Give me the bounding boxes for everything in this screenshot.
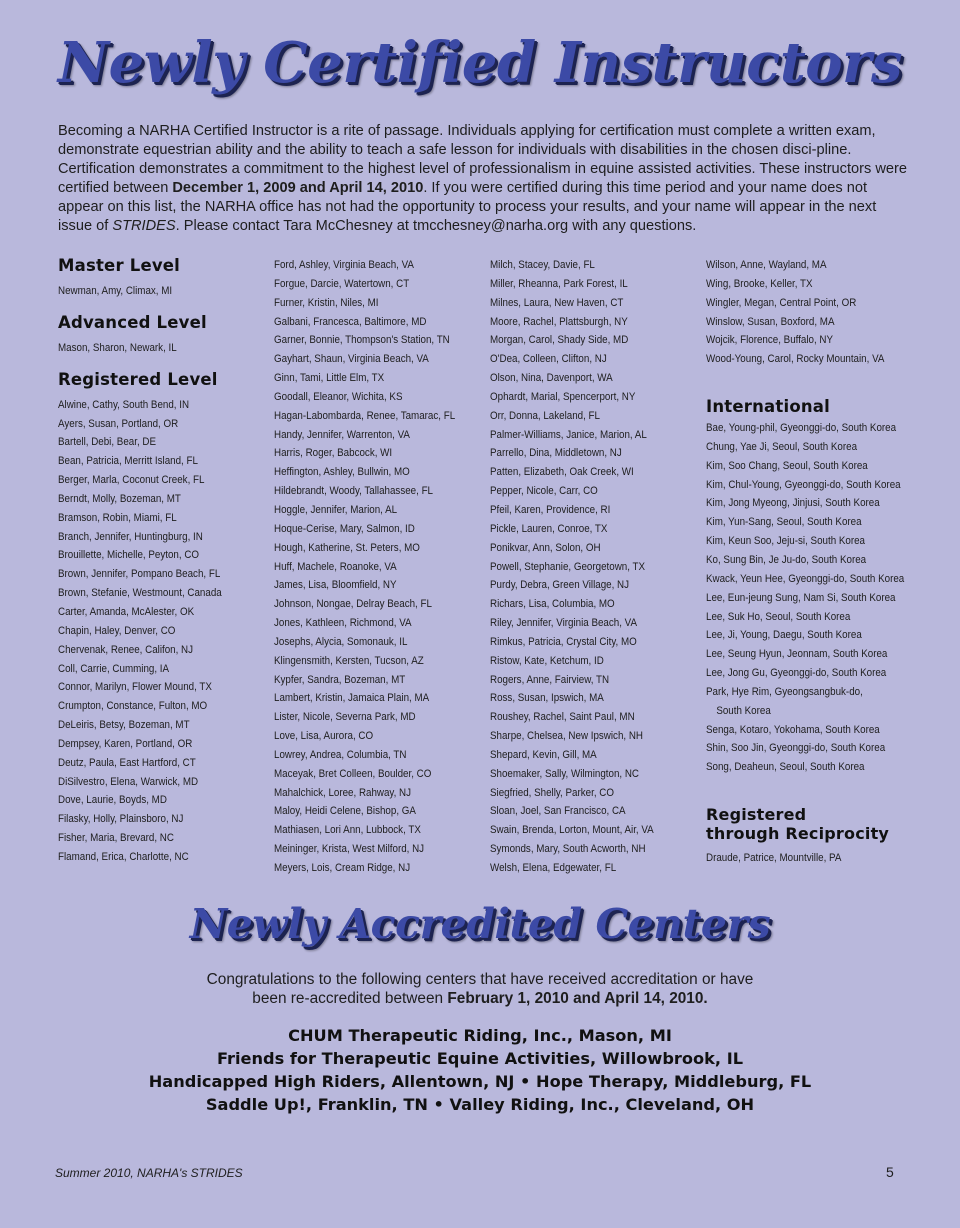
name-entry: Ross, Susan, Ipswich, MA <box>490 692 604 705</box>
name-entry: Kypfer, Sandra, Bozeman, MT <box>274 673 406 686</box>
name-entry: Miller, Rheanna, Park Forest, IL <box>490 277 628 290</box>
name-entry: Bean, Patricia, Merritt Island, FL <box>58 455 198 468</box>
center-line: CHUM Therapeutic Riding, Inc., Mason, MI <box>288 1026 672 1045</box>
name-entry: Senga, Kotaro, Yokohama, South Korea <box>706 723 880 736</box>
name-entry: Kwack, Yeun Hee, Gyeonggi-do, South Korea <box>706 572 905 585</box>
intro-paragraph <box>58 122 908 236</box>
name-entry: Flamand, Erica, Charlotte, NC <box>58 850 189 863</box>
name-entry: Ophardt, Marial, Spencerport, NY <box>490 390 636 403</box>
name-entry: Siegfried, Shelly, Parker, CO <box>490 786 614 799</box>
name-entry: Maceyak, Bret Colleen, Boulder, CO <box>274 767 432 780</box>
name-entry: Berger, Marla, Coconut Creek, FL <box>58 474 205 487</box>
name-entry: Jones, Kathleen, Richmond, VA <box>274 617 412 630</box>
name-entry: Rogers, Anne, Fairview, TN <box>490 673 610 686</box>
name-entry: Parrello, Dina, Middletown, NJ <box>490 447 622 460</box>
registered-level-heading: Registered Level <box>58 369 218 389</box>
name-entry: Richars, Lisa, Columbia, MO <box>490 598 615 611</box>
intro-publication: STRIDES <box>112 218 176 234</box>
name-entry: Kim, Keun Soo, Jeju-si, South Korea <box>706 535 866 548</box>
name-entry: Filasky, Holly, Plainsboro, NJ <box>58 813 184 826</box>
name-entry: Lee, Eun-jeung Sung, Nam Si, South Korea <box>706 591 896 604</box>
name-entry: Alwine, Cathy, South Bend, IN <box>58 398 190 411</box>
name-entry: Kim, Jong Myeong, Jinjusi, South Korea <box>706 497 880 510</box>
name-entry: Meyers, Lois, Cream Ridge, NJ <box>274 862 411 874</box>
center-line: Saddle Up!, Franklin, TN • Valley Riding, Inc., Cleveland, OH <box>205 1095 755 1114</box>
name-entry: Sloan, Joel, San Francisco, CA <box>490 805 626 818</box>
name-entry: Mahalchick, Loree, Rahway, NJ <box>274 786 412 799</box>
master-level-heading: Master Level <box>58 256 181 275</box>
name-entry: Powell, Stephanie, Georgetown, TX <box>490 560 646 573</box>
name-entry: Bramson, Robin, Miami, FL <box>58 511 177 524</box>
name-entry: DiSilvestro, Elena, Warwick, MD <box>58 775 199 788</box>
reciprocity-heading-line2: through Reciprocity <box>706 824 890 844</box>
name-entry: Brown, Jennifer, Pompano Beach, FL <box>58 568 221 581</box>
name-entry: Connor, Marilyn, Flower Mound, TX <box>58 681 212 694</box>
intro-dates: December 1, 2009 and April 14, 2010 <box>172 180 424 196</box>
name-entry: Hough, Katherine, St. Peters, MO <box>274 541 420 554</box>
footer-publication: Summer 2010, NARHA's STRIDES <box>55 1166 243 1180</box>
name-entry: Rimkus, Patricia, Crystal City, MO <box>490 635 637 648</box>
reciprocity-name: Draude, Patrice, Mountville, PA <box>706 852 842 865</box>
center-line: Friends for Therapeutic Equine Activities, Willowbrook, IL <box>216 1049 744 1068</box>
advanced-level-heading: Advanced Level <box>58 312 207 332</box>
name-entry: Moore, Rachel, Plattsburgh, NY <box>490 315 628 328</box>
column-4 <box>706 256 946 868</box>
name-entry: Klingensmith, Kersten, Tucson, AZ <box>274 654 424 667</box>
name-entry: Kim, Yun-Sang, Seoul, South Korea <box>706 516 862 529</box>
name-entry: James, Lisa, Bloomfield, NY <box>274 579 397 592</box>
name-entry: Harris, Roger, Babcock, WI <box>274 447 393 460</box>
name-entry: Wing, Brooke, Keller, TX <box>706 277 813 290</box>
reciprocity-heading-line1: Registered <box>706 805 807 825</box>
name-entry: DeLeiris, Betsy, Bozeman, MT <box>58 719 190 732</box>
master-name: Newman, Amy, Climax, MI <box>58 285 173 297</box>
name-entry: Goodall, Eleanor, Wichita, KS <box>274 390 403 403</box>
name-entry: Josephs, Alycia, Somonauk, IL <box>274 635 408 648</box>
intro-text-2: . If you were certified during this time period and your name does not appear on this list, the NARHA office has not had the opportunity to process your results, and your name will appear in the next issue of <box>58 180 877 234</box>
column-3 <box>490 256 705 878</box>
name-entry: Chung, Yae Ji, Seoul, South Korea <box>706 440 858 453</box>
name-entry: Shoemaker, Sally, Wilmington, NC <box>490 767 639 780</box>
name-entry: Love, Lisa, Aurora, CO <box>274 730 374 743</box>
name-entry: Pfeil, Karen, Providence, RI <box>490 503 611 516</box>
name-entry: Welsh, Elena, Edgewater, FL <box>490 862 617 874</box>
name-entry: Ponikvar, Ann, Solon, OH <box>490 541 601 554</box>
name-entry: Lambert, Kristin, Jamaica Plain, MA <box>274 692 430 705</box>
name-entry: Riley, Jennifer, Virginia Beach, VA <box>490 617 638 630</box>
name-entry: Gayhart, Shaun, Virginia Beach, VA <box>274 353 429 366</box>
name-entry: Wood-Young, Carol, Rocky Mountain, VA <box>706 353 885 366</box>
name-entry: Lister, Nicole, Severna Park, MD <box>274 711 416 724</box>
column-2 <box>274 256 489 878</box>
name-entry: Hagan-Labombarda, Renee, Tamarac, FL <box>274 409 456 422</box>
name-entry: Lee, Jong Gu, Gyeonggi-do, South Korea <box>706 667 887 680</box>
name-entry: Hildebrandt, Woody, Tallahassee, FL <box>274 485 434 498</box>
name-entry: Patten, Elizabeth, Oak Creek, WI <box>490 466 634 479</box>
name-entry: Bartell, Debi, Bear, DE <box>58 436 157 449</box>
name-entry: Hoque-Cerise, Mary, Salmon, ID <box>274 522 415 535</box>
page-number: 5 <box>886 1164 894 1180</box>
name-entry: Wojcik, Florence, Buffalo, NY <box>706 334 834 347</box>
name-entry: Wingler, Megan, Central Point, OR <box>706 296 857 309</box>
name-entry: Shepard, Kevin, Gill, MA <box>490 748 597 761</box>
name-entry: O'Dea, Colleen, Clifton, NJ <box>490 353 607 366</box>
name-entry: Deutz, Paula, East Hartford, CT <box>58 756 196 769</box>
name-entry: Chapin, Haley, Denver, CO <box>58 624 176 637</box>
name-entry: Shin, Soo Jin, Gyeonggi-do, South Korea <box>706 742 886 755</box>
name-entry: Wilson, Anne, Wayland, MA <box>706 259 827 271</box>
centers-intro-line2 <box>0 989 960 1008</box>
name-entry: Furner, Kristin, Niles, MI <box>274 296 379 309</box>
name-entry: South Korea <box>716 704 771 717</box>
name-entry: Meininger, Krista, West Milford, NJ <box>274 843 425 856</box>
name-entry: Kim, Chul-Young, Gyeonggi-do, South Korea <box>706 478 901 491</box>
name-entry: Coll, Carrie, Cumming, IA <box>58 662 170 675</box>
name-entry: Ginn, Tami, Little Elm, TX <box>274 372 385 385</box>
name-entry: Ristow, Kate, Ketchum, ID <box>490 654 604 667</box>
name-entry: Fisher, Maria, Brevard, NC <box>58 832 174 845</box>
name-entry: Lee, Seung Hyun, Jeonnam, South Korea <box>706 648 888 661</box>
name-entry: Branch, Jennifer, Huntingburg, IN <box>58 530 203 543</box>
name-entry: Crumpton, Constance, Fulton, MO <box>58 700 208 713</box>
name-entry: Dempsey, Karen, Portland, OR <box>58 737 193 750</box>
registered-list-1 <box>58 396 273 867</box>
name-entry: Pickle, Lauren, Conroe, TX <box>490 522 608 535</box>
name-entry: Orr, Donna, Lakeland, FL <box>490 409 600 422</box>
name-entry: Garner, Bonnie, Thompson's Station, TN <box>274 334 450 347</box>
centers-intro-plain: been re-accredited between <box>252 990 448 1007</box>
intro-text-1: Becoming a NARHA Certified Instructor is a rite of passage. Individuals applying for certification must complete a written exam, demonstrate equestrian ability and the ability to teach a safe lesson for individuals with disabilities in the chosen disci-pline. Certification demonstrates a commitment to the highest level of professionalism in equine assisted activities. These instructors were certified between <box>58 123 907 196</box>
name-entry: Sharpe, Chelsea, New Ipswich, NH <box>490 730 643 743</box>
name-entry: Ko, Sung Bin, Je Ju-do, South Korea <box>706 553 867 566</box>
name-entry: Lee, Ji, Young, Daegu, South Korea <box>706 629 862 642</box>
centers-intro <box>0 970 960 1008</box>
name-entry: Hoggle, Jennifer, Marion, AL <box>274 503 398 516</box>
name-entry: Lowrey, Andrea, Columbia, TN <box>274 748 407 761</box>
name-entry: Song, Deaheun, Seoul, South Korea <box>706 761 865 774</box>
advanced-name: Mason, Sharon, Newark, IL <box>58 341 177 354</box>
column-1 <box>58 256 273 867</box>
name-entry: Carter, Amanda, McAlester, OK <box>58 605 195 618</box>
name-entry: Pepper, Nicole, Carr, CO <box>490 485 598 498</box>
name-entry: Ford, Ashley, Virginia Beach, VA <box>274 259 414 271</box>
name-entry: Forgue, Darcie, Watertown, CT <box>274 277 410 290</box>
name-entry: Kim, Soo Chang, Seoul, South Korea <box>706 459 868 472</box>
name-entry: Brown, Stefanie, Westmount, Canada <box>58 587 222 600</box>
name-entry: Roushey, Rachel, Saint Paul, MN <box>490 711 635 724</box>
name-entry: Milnes, Laura, New Haven, CT <box>490 296 624 309</box>
centers-intro-dates: February 1, 2010 and April 14, 2010. <box>447 990 708 1007</box>
name-entry: Winslow, Susan, Boxford, MA <box>706 315 835 328</box>
name-entry: Johnson, Nongae, Delray Beach, FL <box>274 598 432 611</box>
international-heading: International <box>706 397 830 417</box>
name-entry: Heffington, Ashley, Bullwin, MO <box>274 466 410 479</box>
centers-list <box>0 1024 960 1116</box>
center-line: Handicapped High Riders, Allentown, NJ • Hope Therapy, Middleburg, FL <box>148 1072 812 1091</box>
name-entry: Olson, Nina, Davenport, WA <box>490 372 613 385</box>
name-entry: Park, Hye Rim, Gyeongsangbuk-do, <box>706 685 863 698</box>
intro-text-3: . Please contact Tara McChesney at tmcchesney@narha.org with any questions. <box>175 218 697 234</box>
name-entry: Purdy, Debra, Green Village, NJ <box>490 579 630 592</box>
name-entry: Galbani, Francesca, Baltimore, MD <box>274 315 427 328</box>
name-entry: Huff, Machele, Roanoke, VA <box>274 560 397 573</box>
name-entry: Palmer-Williams, Janice, Marion, AL <box>490 428 647 441</box>
name-entry: Handy, Jennifer, Warrenton, VA <box>274 428 410 441</box>
name-entry: Brouillette, Michelle, Peyton, CO <box>58 549 200 562</box>
registered-list-3 <box>490 256 705 878</box>
name-entry: Ayers, Susan, Portland, OR <box>58 417 179 430</box>
name-entry: Dove, Laurie, Boyds, MD <box>58 794 167 807</box>
page-title: Newly Certified Instructors <box>57 30 903 96</box>
name-entry: Mathiasen, Lori Ann, Lubbock, TX <box>274 824 421 837</box>
registered-list-4 <box>706 256 946 369</box>
name-entry: Swain, Brenda, Lorton, Mount, Air, VA <box>490 824 654 837</box>
name-entry: Lee, Suk Ho, Seoul, South Korea <box>706 610 851 623</box>
registered-list-2 <box>274 256 489 878</box>
name-entry: Symonds, Mary, South Acworth, NH <box>490 843 646 856</box>
international-list <box>706 419 946 777</box>
name-entry: Maloy, Heidi Celene, Bishop, GA <box>274 805 416 818</box>
centers-intro-line1: Congratulations to the following centers that have received accreditation or have <box>206 971 754 988</box>
name-entry: Morgan, Carol, Shady Side, MD <box>490 334 629 347</box>
name-entry: Bae, Young-phil, Gyeonggi-do, South Korea <box>706 422 897 435</box>
name-entry: Milch, Stacey, Davie, FL <box>490 259 595 271</box>
name-entry: Berndt, Molly, Bozeman, MT <box>58 492 181 505</box>
name-entry: Chervenak, Renee, Califon, NJ <box>58 643 194 656</box>
centers-title: Newly Accredited Centers <box>189 900 771 948</box>
